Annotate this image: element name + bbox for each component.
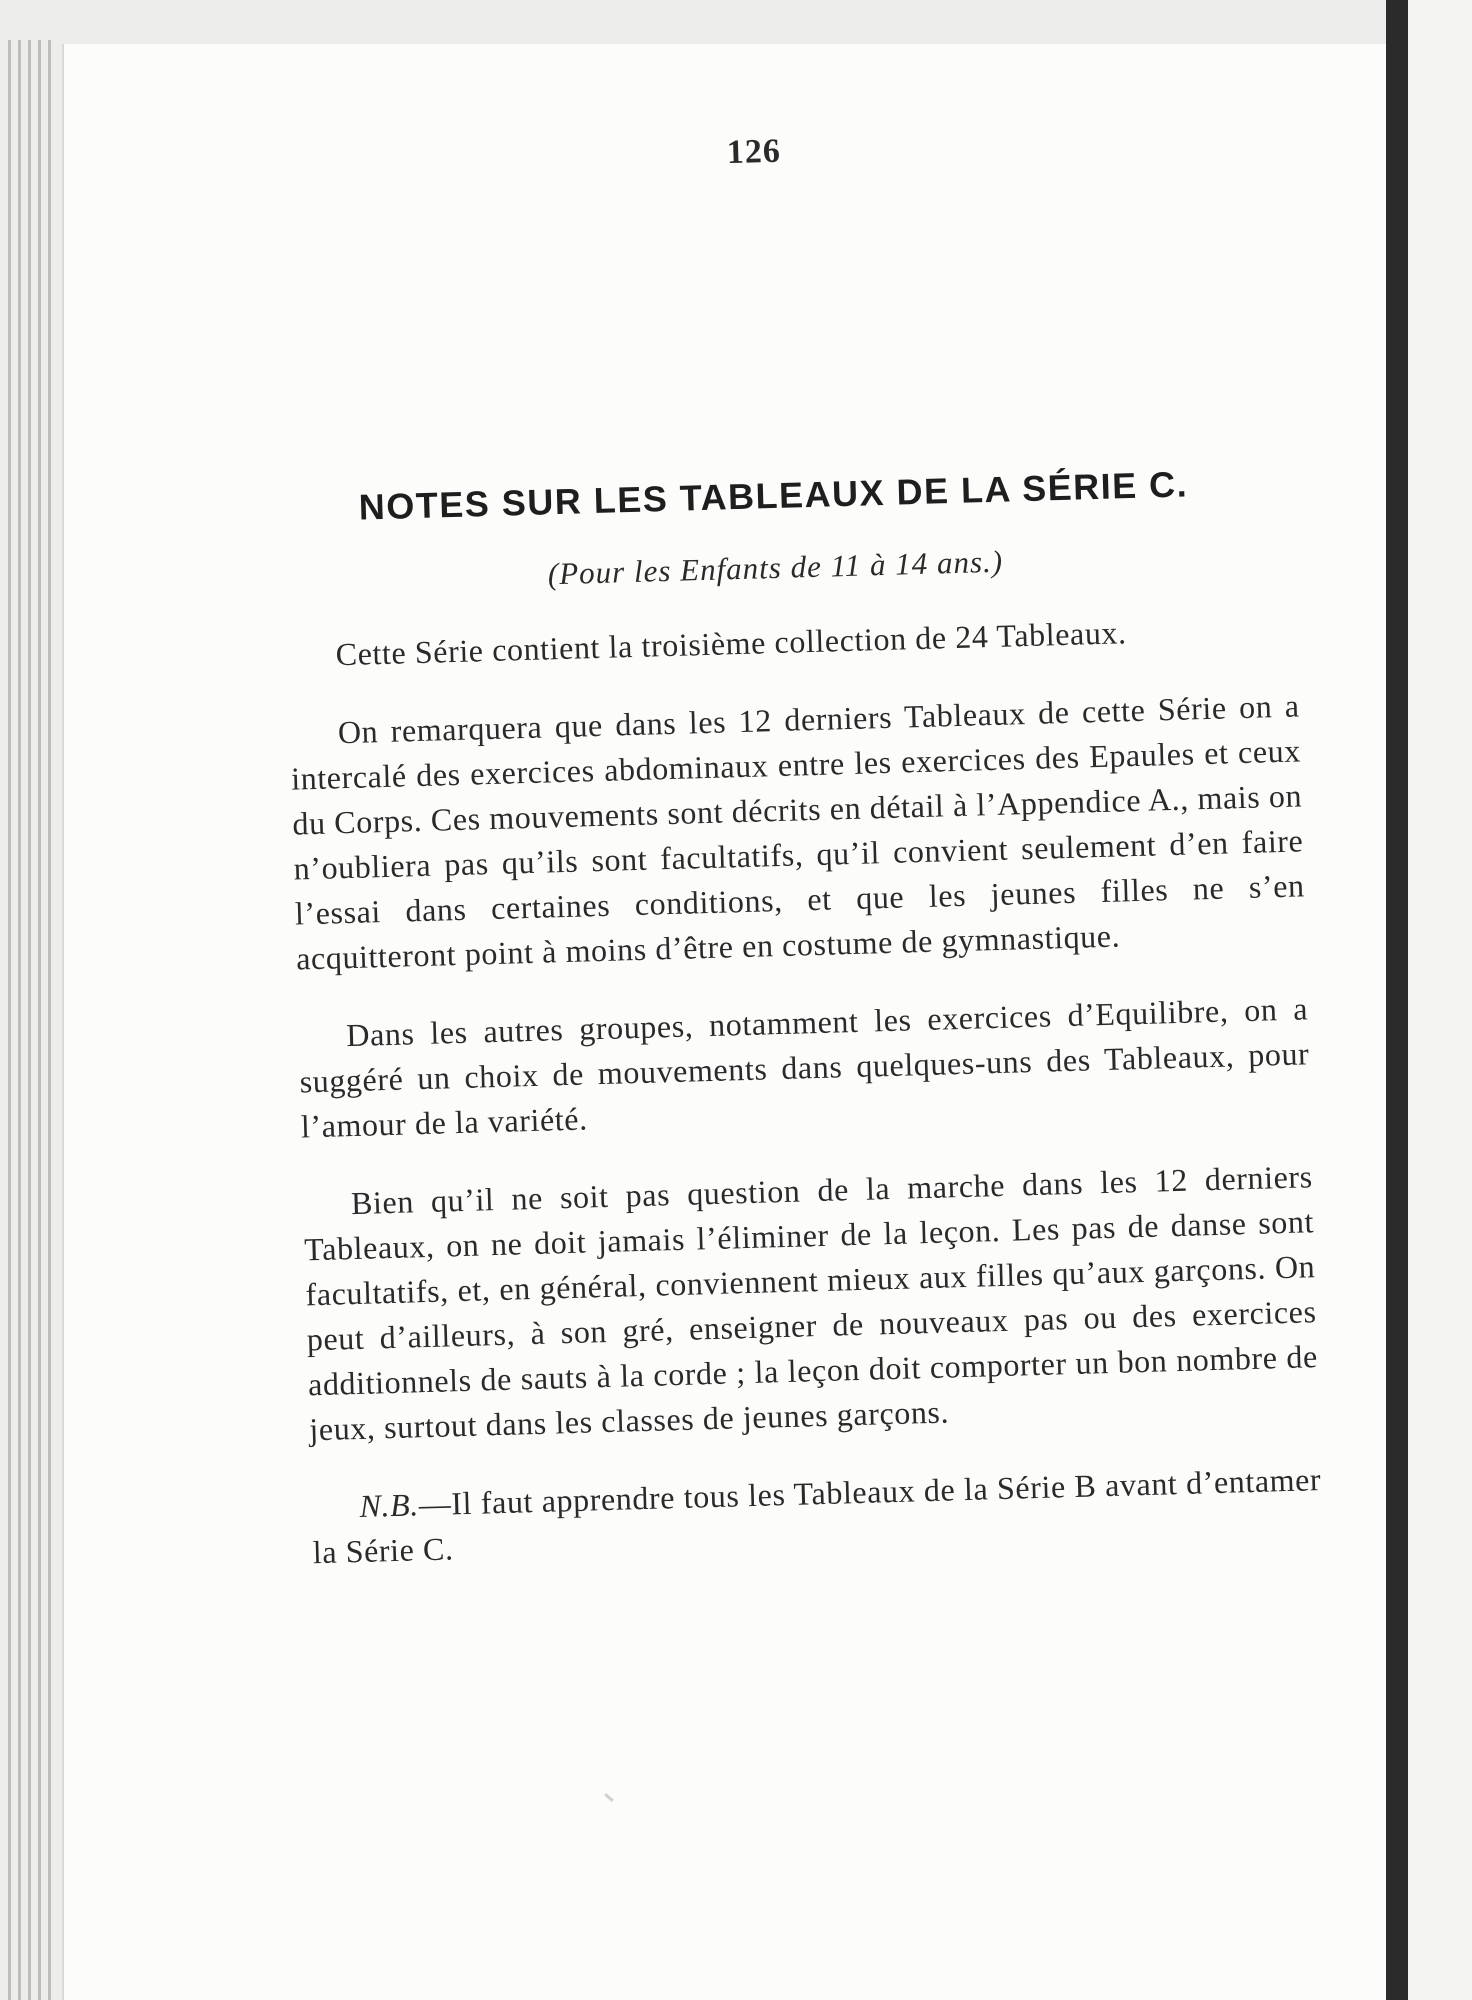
page-edge — [38, 40, 41, 2000]
page-edge — [18, 40, 21, 2000]
nota-bene-label: N.B. — [359, 1486, 420, 1524]
paragraph-marching-dance: Bien qu’il ne soit pas question de la marche dans les 12 derniers Tableaux, on ne doit jamais l’éliminer de la leçon. Les pas de danse sont facultatifs, et, en général, conviennent mieux aux filles qu’aux garçons. On peut d’ailleurs, à son gré, enseigner de nouveaux pas ou des exercices additionnels de sauts à la corde ; la leçon doit comporter un bon nombre de jeux, surtout dans les classes de jeunes garçons. — [303, 1158, 1319, 1448]
page-edge — [28, 40, 31, 2000]
paragraph-nota-bene — [311, 1457, 1323, 1575]
section-heading: NOTES SUR LES TABLEAUX DE LA SÉRIE C. — [358, 463, 1189, 528]
paragraph-intro: Cette Série contient la troisième collection de 24 Tableaux. — [335, 614, 1128, 673]
body-text — [287, 605, 1324, 1608]
page-number: 126 — [726, 132, 782, 172]
page-edge — [8, 40, 11, 2000]
facing-page-edge — [1408, 0, 1472, 2000]
book-gutter — [1386, 0, 1408, 2000]
page-edge — [48, 40, 51, 2000]
page-content — [271, 30, 1365, 2000]
paragraph-abdominal-exercises: On remarquera que dans les 12 derniers Tableaux de cette Série on a intercalé des exercices abdominaux entre les exercices des Epaules et ceux du Corps. Ces mouvements sont décrits en détail à l’Appendice A., mais on n’oubliera pas qu’ils sont facultatifs, qu’il convient seulement d’en faire l’essai dans certaines conditions, et que les jeunes filles ne s’en acquitteront point à moins d’être en costume de gymnastique. — [290, 687, 1306, 977]
section-subtitle: (Pour les Enfants de 11 à 14 ans.) — [547, 543, 1004, 592]
nota-bene-text: —Il faut apprendre tous les Tableaux de la Série B avant d’entamer la Série C. — [312, 1461, 1322, 1571]
paragraph-other-groups: Dans les autres groupes, notamment les exercices d’Equilibre, on a suggéré un choix de mouvements dans quelques-uns des Tableaux, pour l’amour de la variété. — [299, 990, 1310, 1145]
book-page — [62, 44, 1388, 2000]
